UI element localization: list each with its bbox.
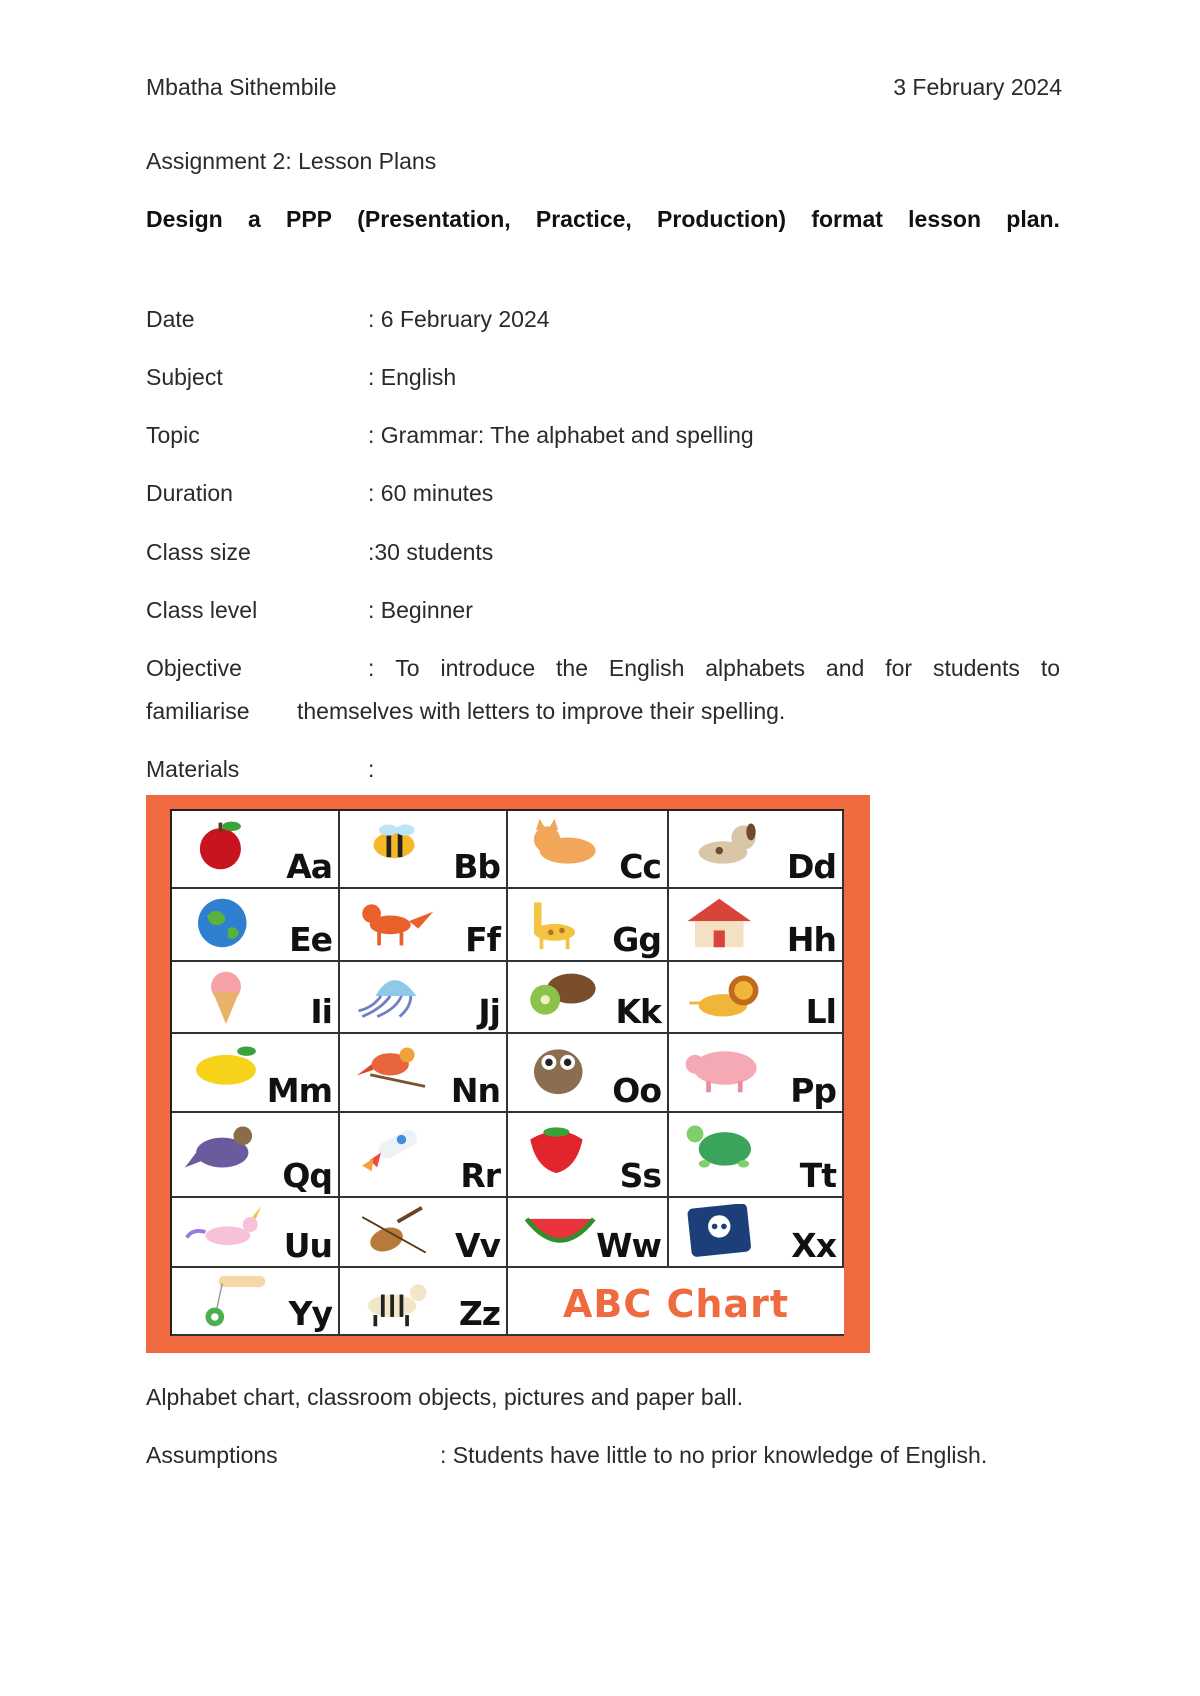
- heading-word: format: [811, 206, 883, 232]
- giraffe-icon: [518, 895, 606, 951]
- abc-cell: [172, 889, 340, 962]
- detail-label: Duration: [146, 480, 233, 506]
- abc-cell: [172, 811, 340, 889]
- materials-description: Alphabet chart, classroom objects, pictures and paper ball.: [146, 1384, 744, 1410]
- abc-letter: Uu: [283, 1226, 332, 1265]
- abc-letter: Mm: [266, 1071, 332, 1110]
- detail-value: : Beginner: [368, 597, 473, 623]
- abc-letter: Cc: [619, 847, 661, 886]
- fox-icon: [350, 895, 438, 951]
- abc-cell: [172, 962, 340, 1034]
- abc-letter: Bb: [453, 847, 500, 886]
- abc-letter: Nn: [450, 1071, 500, 1110]
- abc-letter: Yy: [288, 1294, 332, 1333]
- nightingale-icon: [350, 1040, 438, 1096]
- abc-cell: [669, 1198, 844, 1268]
- objective-label: Objective: [146, 655, 242, 681]
- owl-icon: [518, 1040, 606, 1096]
- header-date: 3 February 2024: [893, 74, 1062, 100]
- objective-word: alphabets: [705, 655, 806, 681]
- author-name: Mbatha Sithembile: [146, 74, 337, 100]
- heading-word: Practice,: [535, 206, 632, 232]
- abc-cell: [669, 889, 844, 962]
- zebra-icon: [350, 1274, 438, 1330]
- detail-label: Topic: [146, 422, 200, 448]
- abc-chart: [146, 795, 870, 1353]
- abc-letter: Jj: [478, 992, 500, 1031]
- objective-line-2-rest: themselves with letters to improve their spelling.: [297, 698, 786, 724]
- objective-word: To: [395, 655, 420, 681]
- assignment-title: Assignment 2: Lesson Plans: [146, 148, 437, 174]
- abc-chart-title-cell: [508, 1268, 844, 1336]
- ice-cream-icon: [182, 968, 270, 1024]
- abc-letter: Kk: [615, 992, 661, 1031]
- kiwi-icon: [518, 968, 606, 1024]
- detail-label: Class level: [146, 597, 258, 623]
- heading-word: plan.: [1006, 206, 1060, 232]
- abc-cell: [508, 811, 669, 889]
- detail-value: : Grammar: The alphabet and spelling: [368, 422, 754, 448]
- abc-letter: Ww: [596, 1226, 661, 1265]
- assumptions-label: Assumptions: [146, 1442, 278, 1468]
- abc-cell: [340, 1198, 508, 1268]
- abc-cell: [508, 889, 669, 962]
- heading-word: lesson: [908, 206, 982, 232]
- heading-word: Production): [657, 206, 787, 232]
- materials-value: :: [368, 756, 375, 782]
- heading-word: (Presentation,: [357, 206, 511, 232]
- abc-letter: Ee: [289, 920, 332, 959]
- abc-cell: [172, 1268, 340, 1336]
- abc-letter: Ii: [310, 992, 332, 1031]
- objective-word: introduce: [440, 655, 536, 681]
- yoyo-icon: [182, 1274, 270, 1330]
- objective-word: to: [1040, 655, 1060, 681]
- abc-cell: [172, 1034, 340, 1113]
- abc-cell: [508, 962, 669, 1034]
- lion-icon: [679, 968, 767, 1024]
- strawberry-icon: [518, 1119, 606, 1175]
- objective-word: :: [368, 655, 375, 681]
- heading-word: Design: [146, 206, 223, 232]
- abc-letter: Rr: [460, 1156, 500, 1195]
- abc-cell: [669, 811, 844, 889]
- abc-cell: [669, 1034, 844, 1113]
- abc-letter: Ll: [805, 992, 836, 1031]
- abc-cell: [340, 1034, 508, 1113]
- detail-value: : English: [368, 364, 457, 390]
- abc-cell: [340, 1113, 508, 1198]
- abc-letter: Xx: [791, 1226, 836, 1265]
- unicorn-icon: [182, 1204, 270, 1260]
- abc-letter: Pp: [790, 1071, 836, 1110]
- lesson-plan-heading: [146, 204, 1060, 234]
- objective-word: students: [932, 655, 1020, 681]
- apple-icon: [182, 817, 270, 873]
- abc-letter: Hh: [786, 920, 836, 959]
- earth-icon: [182, 895, 270, 951]
- abc-cell: [340, 962, 508, 1034]
- abc-chart-title: ABC Chart: [563, 1282, 789, 1326]
- objective-word: and: [825, 655, 865, 681]
- abc-letter: Zz: [458, 1294, 500, 1333]
- materials-label: Materials: [146, 756, 240, 782]
- objective-line-2-start: familiarise: [146, 698, 250, 724]
- pig-icon: [679, 1040, 767, 1096]
- detail-value: : 60 minutes: [368, 480, 494, 506]
- bee-icon: [350, 817, 438, 873]
- violin-icon: [350, 1204, 438, 1260]
- abc-cell: [172, 1113, 340, 1198]
- abc-cell: [508, 1198, 669, 1268]
- abc-cell: [340, 1268, 508, 1336]
- abc-chart-grid: [170, 809, 844, 1336]
- cat-icon: [518, 817, 606, 873]
- objective-word: the: [556, 655, 589, 681]
- objective-word: English: [608, 655, 685, 681]
- abc-letter: Aa: [286, 847, 332, 886]
- abc-letter: Dd: [786, 847, 836, 886]
- detail-label: Subject: [146, 364, 223, 390]
- abc-letter: Vv: [454, 1226, 500, 1265]
- heading-word: a: [247, 206, 261, 232]
- abc-cell: [340, 889, 508, 962]
- quail-icon: [182, 1119, 270, 1175]
- abc-cell: [340, 811, 508, 889]
- detail-value: : 6 February 2024: [368, 306, 550, 332]
- jellyfish-icon: [350, 968, 438, 1024]
- abc-cell: [508, 1034, 669, 1113]
- assumptions-value: : Students have little to no prior knowledge of English.: [440, 1442, 988, 1468]
- dog-icon: [679, 817, 767, 873]
- abc-letter: Ff: [465, 920, 500, 959]
- abc-cell: [508, 1113, 669, 1198]
- abc-letter: Qq: [282, 1156, 332, 1195]
- detail-value: :30 students: [368, 539, 494, 565]
- abc-cell: [172, 1198, 340, 1268]
- objective-word: for: [885, 655, 913, 681]
- watermelon-icon: [518, 1204, 606, 1260]
- heading-word: PPP: [285, 206, 333, 232]
- house-icon: [679, 895, 767, 951]
- rocket-icon: [350, 1119, 438, 1175]
- abc-letter: Oo: [612, 1071, 661, 1110]
- detail-label: Class size: [146, 539, 251, 565]
- abc-letter: Tt: [799, 1156, 836, 1195]
- abc-letter: Ss: [619, 1156, 661, 1195]
- abc-letter: Gg: [612, 920, 661, 959]
- detail-label: Date: [146, 306, 195, 332]
- x-ray-icon: [679, 1204, 767, 1260]
- abc-cell: [669, 962, 844, 1034]
- turtle-icon: [679, 1119, 767, 1175]
- mango-icon: [182, 1040, 270, 1096]
- objective-line-1: [368, 653, 1060, 683]
- abc-cell: [669, 1113, 844, 1198]
